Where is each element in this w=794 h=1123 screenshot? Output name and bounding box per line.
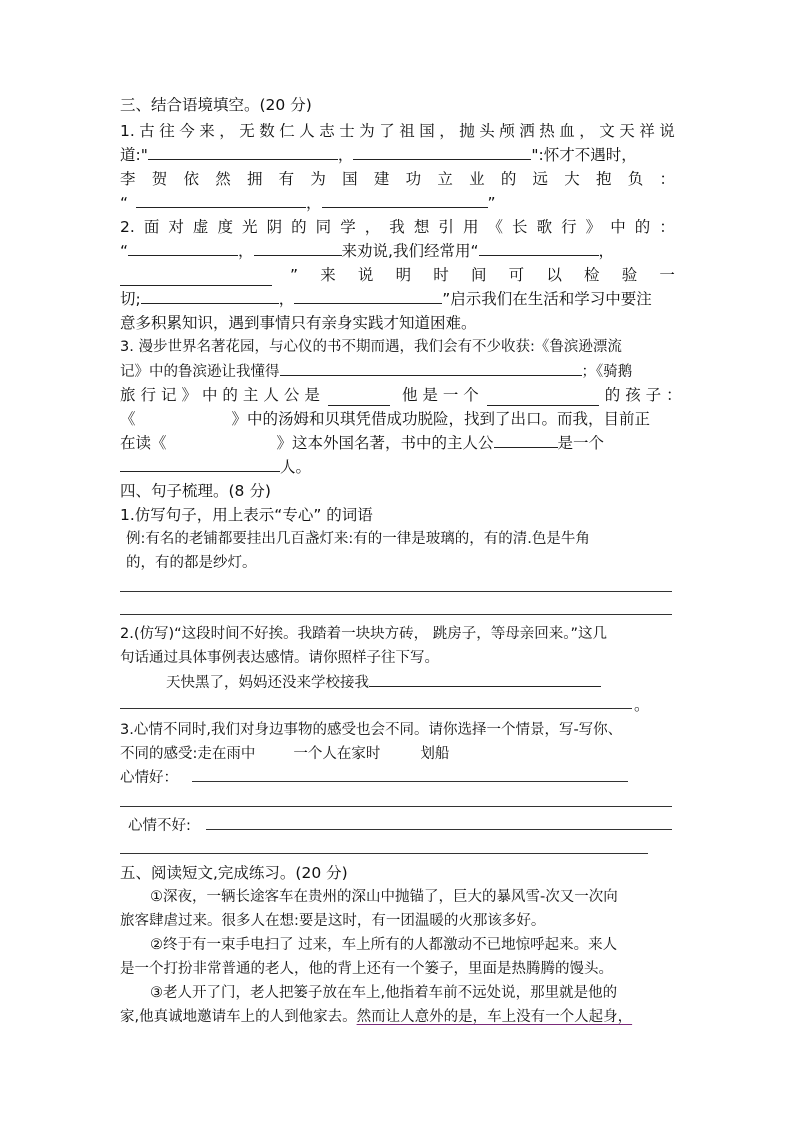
spaced-character: 了 xyxy=(379,122,395,140)
spaced-character: 2. xyxy=(120,218,135,236)
q2-blank-4[interactable] xyxy=(120,270,272,286)
q2-blank-1[interactable] xyxy=(128,240,238,256)
q3-l4-text: 》中的汤姆和贝琪凭借成功脱险，找到了出口。而我，目前正 xyxy=(231,410,651,428)
q1-line-2 xyxy=(120,144,675,166)
q3-l3-end: 的 孩 子 ： xyxy=(604,386,682,404)
s4-q1-prompt: 1.仿写句子，用上表示“专心” 的词语 xyxy=(120,506,373,524)
spaced-character: ， xyxy=(579,122,595,140)
spaced-character: 往 xyxy=(159,122,175,140)
spaced-character: 头 xyxy=(479,122,495,140)
spaced-character: 光 xyxy=(242,218,258,236)
q1-open-text: 道:" xyxy=(120,146,148,164)
spaced-character: 贺 xyxy=(151,170,168,188)
spaced-character: 行 xyxy=(140,386,156,404)
spaced-character: 的 xyxy=(634,218,651,236)
s5-p1-line-2: 旅客肆虐过来。很多人在想:要是这时，有一团温暖的火那该多好。 xyxy=(120,913,546,929)
spaced-character: 热 xyxy=(539,122,555,140)
spaced-character: 学 xyxy=(340,218,356,236)
spaced-character: 建 xyxy=(373,170,390,188)
spaced-character: 》 xyxy=(181,386,197,404)
spaced-character: 时 xyxy=(433,266,449,284)
q3-blank-4[interactable] xyxy=(494,432,558,448)
spaced-character: 歌 xyxy=(536,218,553,236)
s5-p3-line-2 xyxy=(120,1006,675,1028)
s4-q1-example-1: 例:有名的老铺都要挂出几百盏灯来:有的一律是玻璃的，有的清.色是牛角 xyxy=(126,531,590,547)
spaced-character: 中 xyxy=(610,218,626,236)
s4-q3-option-1: 不同的感受:走在雨中 xyxy=(120,746,256,762)
spaced-character: 的 xyxy=(222,386,238,404)
spaced-character: ， xyxy=(364,218,381,236)
q3-line-6 xyxy=(120,456,675,478)
s4-q2-line-2: 句话通过具体事例表达感情。请你照样子往下写。 xyxy=(120,650,439,666)
spaced-character: 无 xyxy=(239,122,255,140)
s4-q3-line-1: 3.心情不同时,我们对身边事物的感受也会不同。请你选择一个情景，写-写你、 xyxy=(120,722,623,738)
section-3-title: 三、结合语境填空。(20 分) xyxy=(120,96,312,114)
spaced-character: ： xyxy=(659,218,675,236)
spaced-character: 以 xyxy=(546,266,562,284)
s4-q3-good-label: 心情好： xyxy=(120,770,178,786)
spaced-character: 国 xyxy=(342,170,358,188)
spaced-character: 》 xyxy=(585,218,602,236)
spaced-character: 李 xyxy=(120,170,136,188)
q2-blank-3[interactable] xyxy=(479,240,599,256)
spaced-character: 度 xyxy=(217,218,233,236)
spaced-character: 天 xyxy=(619,122,635,140)
spaced-character: 的 xyxy=(291,218,307,236)
spaced-character: 国 xyxy=(419,122,435,140)
q1-close-text: ":怀才不遇时， xyxy=(531,146,637,164)
q3-l4-open: 《 xyxy=(120,410,136,428)
q2-l4-start: 切; xyxy=(120,290,141,308)
spaced-character: 对 xyxy=(168,218,184,236)
spaced-character: 同 xyxy=(315,218,332,236)
spaced-character: 立 xyxy=(437,170,453,188)
spaced-character: 主 xyxy=(242,386,259,404)
spaced-character: 验 xyxy=(621,266,638,284)
spaced-character: 引 xyxy=(438,218,454,236)
s5-p3-line-1: ③老人开了门，老人把篓子放在车上,他指着车前不远处说，那里就是他的 xyxy=(150,985,618,1001)
spaced-character: ” xyxy=(290,266,299,284)
spaced-character: 人 xyxy=(299,122,315,140)
q2-blank-5[interactable] xyxy=(141,288,279,304)
spaced-character: 的 xyxy=(500,170,517,188)
q2-l2-end: ， xyxy=(598,242,615,260)
spaced-character: 可 xyxy=(508,266,525,284)
q3-blank-3[interactable] xyxy=(487,390,599,406)
s4-q3-good-line-1[interactable] xyxy=(192,781,628,782)
q3-line-4 xyxy=(120,408,675,430)
spaced-character: 为 xyxy=(310,170,326,188)
spaced-character: 洒 xyxy=(519,122,535,140)
q1-l4-close: ” xyxy=(487,194,496,212)
s5-p3-plain-text: 家,他真诚地邀请车上的人到他家去。 xyxy=(120,1009,357,1025)
q2-blank-2[interactable] xyxy=(254,240,342,256)
s5-p3-underlined-text: 然而让人意外的是，车上没有一个人起身， xyxy=(356,1009,633,1025)
s4-q3-bad-line-2[interactable] xyxy=(120,853,648,854)
spaced-character: 公 xyxy=(283,386,300,404)
section-5-title: 五、阅读短文,完成练习。(20 分) xyxy=(120,864,348,882)
q3-l6-end: 人。 xyxy=(280,458,312,476)
q3-l3-text xyxy=(120,384,320,406)
spaced-character: 人 xyxy=(263,386,279,404)
spaced-character: 间 xyxy=(470,266,487,284)
q2-l4-end: ”启示我们在生活和学习中要注 xyxy=(442,290,652,308)
spaced-character: 祥 xyxy=(639,122,655,140)
s4-q1-example-2: 的，有的都是纱灯。 xyxy=(126,555,257,571)
q1-blank-4[interactable] xyxy=(322,192,488,208)
s4-q2-line-3-text: 天快黑了，妈妈还没来学校接我 xyxy=(166,675,369,691)
spaced-character: 远 xyxy=(532,170,549,188)
q1-blank-1[interactable] xyxy=(148,144,338,160)
spaced-character: ： xyxy=(659,170,675,188)
spaced-character: 来 xyxy=(320,266,336,284)
spaced-character: 说 xyxy=(357,266,374,284)
q3-l3-mid: 他 是 一 个 xyxy=(402,386,479,404)
s4-q3-option-2: 一个人在家时 xyxy=(293,746,381,762)
q2-l2-comma: ， xyxy=(238,242,254,260)
q3-l5-end: 是一个 xyxy=(557,434,605,452)
spaced-character: ， xyxy=(439,122,455,140)
spaced-character: 士 xyxy=(339,122,355,140)
s5-p2-line-1: ②终于有一束手电扫了 过来，车上所有的人都激动不已地惊呼起来。来人 xyxy=(150,937,618,953)
spaced-character: 面 xyxy=(143,218,160,236)
spaced-character: 颅 xyxy=(499,122,515,140)
q3-line-2 xyxy=(120,360,675,383)
spaced-character: 阴 xyxy=(266,218,283,236)
spaced-character: 虚 xyxy=(192,218,209,236)
q1-l4-comma: ， xyxy=(306,194,322,212)
spaced-character: 我 xyxy=(389,218,405,236)
s4-q3-option-3: 划船 xyxy=(420,746,450,762)
spaced-character: 来 xyxy=(199,122,215,140)
s4-q1-answer-line-1[interactable] xyxy=(120,591,672,592)
spaced-character: 志 xyxy=(319,122,335,140)
spaced-character: 检 xyxy=(584,266,600,284)
s4-q2-blank-1[interactable] xyxy=(369,671,601,687)
spaced-character: 明 xyxy=(395,266,412,284)
spaced-character: 一 xyxy=(659,266,675,284)
q3-blank-5[interactable] xyxy=(120,456,280,472)
spaced-character: 长 xyxy=(512,218,528,236)
spaced-character: 抱 xyxy=(596,170,612,188)
spaced-character: 说 xyxy=(659,122,675,140)
q3-l5-mid: 》这本外国名著，书中的主人公 xyxy=(276,434,494,452)
spaced-character: 1. xyxy=(120,122,135,140)
spaced-character: 仁 xyxy=(279,122,295,140)
spaced-character: 有 xyxy=(278,170,295,188)
q3-line-3 xyxy=(120,384,682,406)
spaced-character: 想 xyxy=(413,218,430,236)
spaced-character: 《 xyxy=(487,218,503,236)
spaced-character: 文 xyxy=(599,122,615,140)
s4-q1-answer-line-2[interactable] xyxy=(120,614,672,615)
s5-p2-line-2: 是一个打扮非常普通的老人，他的背上还有一个篓子，里面是热腾腾的馒头。 xyxy=(120,961,613,977)
spaced-character: 血 xyxy=(559,122,575,140)
q3-l2-end: ；《骑鹅 xyxy=(581,364,633,380)
q3-line-1: 3. 漫步世界名著花园，与心仪的书不期而遇，我们会有不少收获:《鲁滨逊漂流 xyxy=(120,339,622,355)
q1-line-1 xyxy=(120,120,675,142)
s4-q3-good-line-2[interactable] xyxy=(120,806,672,807)
q3-blank-2[interactable] xyxy=(328,390,390,406)
spaced-character: 为 xyxy=(359,122,375,140)
q3-l5-start: 在读《 xyxy=(120,434,167,452)
s4-q2-answer-line[interactable] xyxy=(120,708,632,709)
q2-l4-comma: ， xyxy=(278,290,295,308)
spaced-character: 功 xyxy=(405,170,422,188)
q2-line-4 xyxy=(120,288,675,310)
q1-l4-open: “ xyxy=(120,194,129,212)
q1-blank-3[interactable] xyxy=(136,192,306,208)
spaced-character: 中 xyxy=(201,386,218,404)
q2-l2-open: “ xyxy=(120,242,129,260)
q2-line-2 xyxy=(120,240,675,262)
q2-line-3-text xyxy=(272,264,675,286)
s4-q2-line-1: 2.(仿写)“这段时间不好挨。我踏着一块块方砖， 跳房子，等母亲回来。”这几 xyxy=(120,626,608,642)
s4-q3-line-2 xyxy=(120,743,675,765)
s5-p1-line-1: ①深夜，一辆长途客车在贵州的深山中抛锚了，巨大的暴风雪-次又一次向 xyxy=(150,889,618,905)
q1-line-3 xyxy=(120,168,675,190)
spaced-character: 然 xyxy=(215,170,231,188)
spaced-character: 古 xyxy=(139,122,155,140)
spaced-character: 旅 xyxy=(120,386,136,404)
spaced-character: 负 xyxy=(627,170,644,188)
spaced-character: 业 xyxy=(469,170,485,188)
s4-q2-period: 。 xyxy=(634,696,650,714)
q1-line-4 xyxy=(120,192,675,214)
q3-blank-1[interactable] xyxy=(280,360,582,376)
q1-comma: ， xyxy=(337,146,354,164)
s4-q2-line-3 xyxy=(166,671,721,694)
spaced-character: 抛 xyxy=(459,122,475,140)
q2-line-5: 意多积累知识，遇到事情只有亲身实践才知道困难。 xyxy=(120,314,477,332)
s4-q3-bad-line-1[interactable] xyxy=(206,829,672,830)
spaced-character: 大 xyxy=(564,170,580,188)
spaced-character: 拥 xyxy=(246,170,263,188)
q3-l2-start: 记》中的鲁滨逊让我懂得 xyxy=(120,364,280,380)
s4-q3-bad-label: 心情不好: xyxy=(128,818,191,834)
spaced-character: 是 xyxy=(304,386,320,404)
q2-blank-6[interactable] xyxy=(294,288,442,304)
q2-line-3 xyxy=(120,264,675,286)
spaced-character: ， xyxy=(219,122,235,140)
q2-l2-mid: 来劝说,我们经常用“ xyxy=(341,242,479,260)
q3-line-5 xyxy=(120,432,675,454)
spaced-character: 今 xyxy=(179,122,195,140)
q2-line-1 xyxy=(120,216,675,238)
q1-blank-2[interactable] xyxy=(353,144,531,160)
spaced-character: 依 xyxy=(183,170,199,188)
spaced-character: 行 xyxy=(561,218,577,236)
spaced-character: 数 xyxy=(259,122,275,140)
spaced-character: 用 xyxy=(462,218,479,236)
spaced-character: 记 xyxy=(160,386,177,404)
section-4-title: 四、句子梳理。(8 分) xyxy=(120,482,271,500)
spaced-character: 祖 xyxy=(399,122,415,140)
